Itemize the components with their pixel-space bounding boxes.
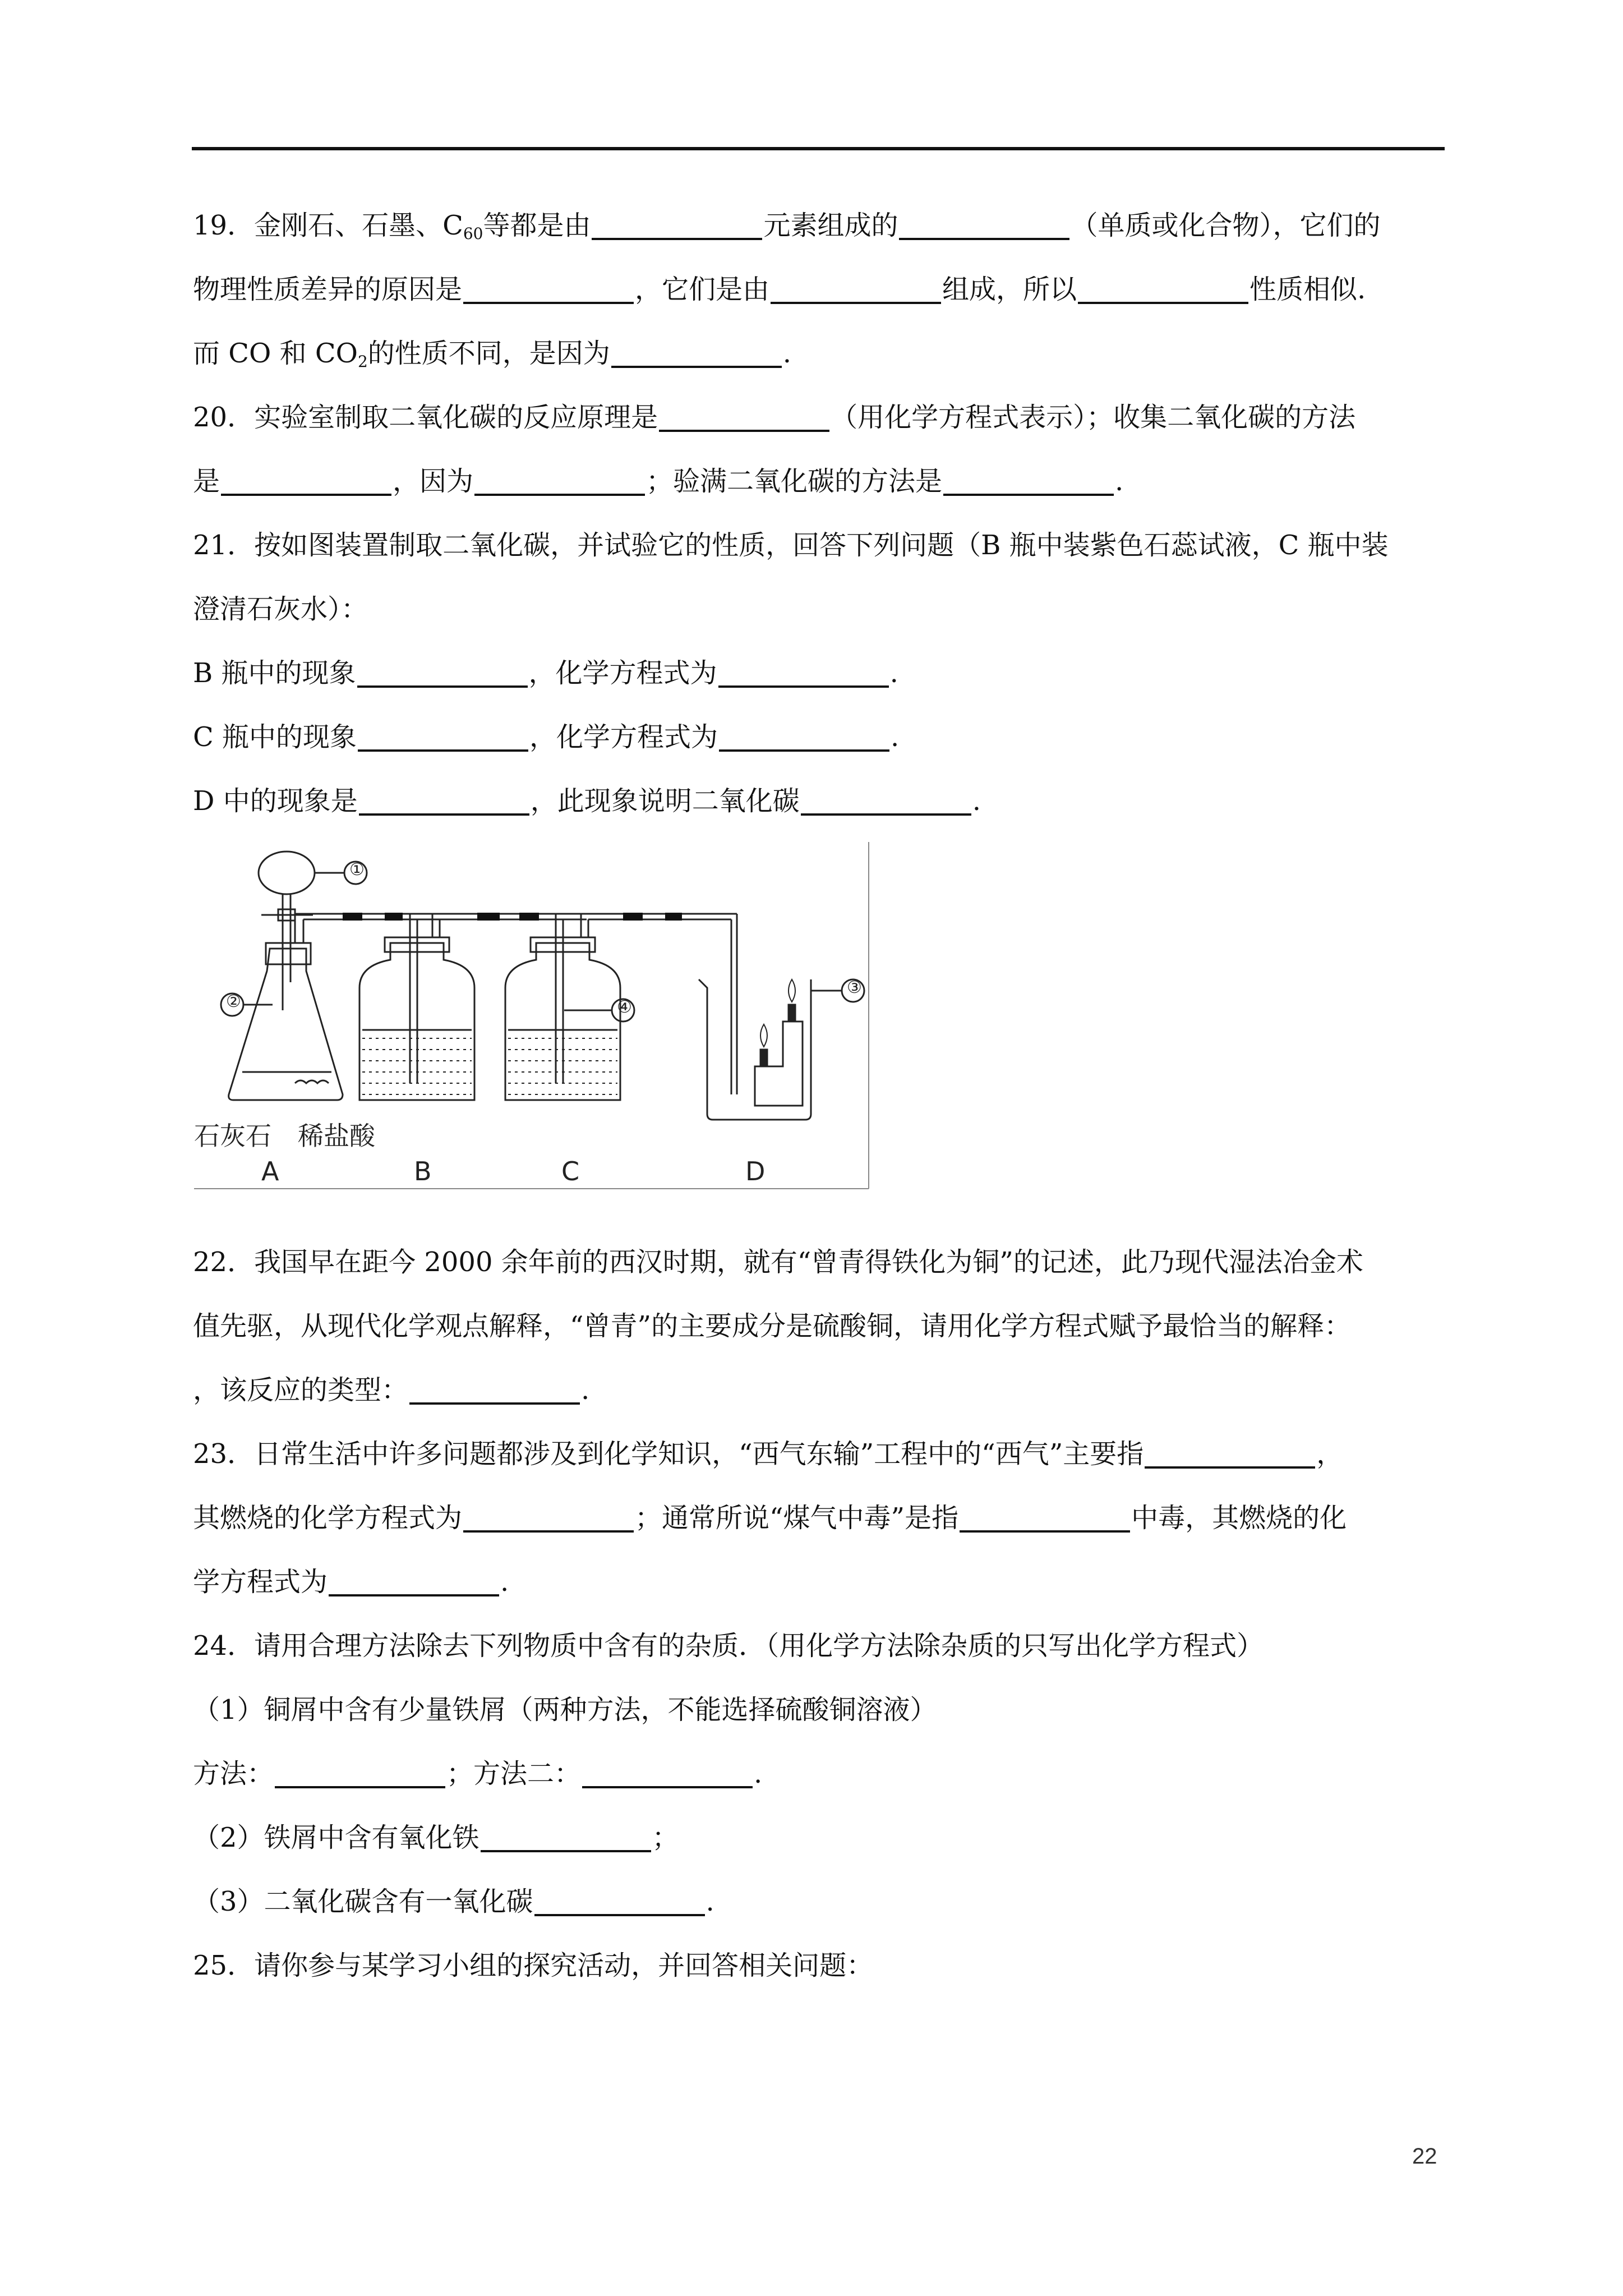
answer-blank[interactable] <box>943 464 1114 496</box>
answer-blank[interactable] <box>534 1885 705 1916</box>
apparatus-diagram <box>194 842 870 1190</box>
label-1: ① <box>349 860 365 880</box>
q21-d-line: D 中的现象是 ，此现象说明二氧化碳 . <box>193 785 981 817</box>
q20-line-1: 20．实验室制取二氧化碳的反应原理是 （用化学方程式表示）；收集二氧化碳的方法 <box>193 402 1356 433</box>
answer-blank[interactable] <box>463 1501 634 1533</box>
q20-line-2: 是 ，因为 ；验满二氧化碳的方法是 . <box>193 466 1124 497</box>
q21-c-line: C 瓶中的现象 ，化学方程式为 . <box>193 721 900 753</box>
answer-blank[interactable] <box>659 401 829 432</box>
apparatus-figure <box>194 842 870 1190</box>
answer-blank[interactable] <box>1145 1437 1315 1469</box>
answer-blank[interactable] <box>582 1757 753 1788</box>
q21-line-1: 21．按如图装置制取二氧化碳，并试验它的性质，回答下列问题（B 瓶中装紫色石蕊试液，C 瓶中装 <box>193 530 1389 561</box>
answer-blank[interactable] <box>899 209 1069 240</box>
question-content <box>193 194 1444 1998</box>
page-number: 22 <box>1412 2144 1437 2169</box>
q24-line-3: 方法： ；方法二： . <box>193 1758 763 1789</box>
answer-blank[interactable] <box>409 1373 580 1405</box>
answer-blank[interactable] <box>1078 273 1248 304</box>
answer-blank[interactable] <box>221 464 391 496</box>
answer-blank[interactable] <box>592 209 762 240</box>
answer-blank[interactable] <box>359 784 529 816</box>
q21-b-line: B 瓶中的现象 ，化学方程式为 . <box>193 657 898 689</box>
q24-line-2: （1）铜屑中含有少量铁屑（两种方法，不能选择硫酸铜溶液） <box>193 1694 937 1726</box>
label-c: C <box>561 1156 580 1186</box>
q22-line-3: ，该反应的类型： . <box>193 1374 590 1406</box>
q25-line-1: 25．请你参与某学习小组的探究活动，并回答相关问题： <box>193 1950 874 1981</box>
q24-line-4: （2）铁屑中含有氧化铁 ； <box>193 1822 679 1853</box>
q19-line-3: 而 CO 和 $CO_2$的性质不同，是因为 . <box>193 338 792 371</box>
label-a: A <box>261 1156 279 1186</box>
answer-blank[interactable] <box>463 273 634 304</box>
answer-blank[interactable] <box>357 656 528 688</box>
answer-blank[interactable] <box>329 1565 499 1596</box>
answer-blank[interactable] <box>275 1757 445 1788</box>
answer-blank[interactable] <box>960 1501 1130 1533</box>
q23-line-1: 23．日常生活中许多问题都涉及到化学知识，“西气东输”工程中的“西气”主要指 ， <box>193 1438 1344 1470</box>
answer-blank[interactable] <box>801 784 971 816</box>
answer-blank[interactable] <box>719 720 889 752</box>
answer-blank[interactable] <box>481 1821 651 1852</box>
answer-blank[interactable] <box>474 464 645 496</box>
caption-hcl: 稀盐酸 <box>298 1121 375 1151</box>
q22-line-2: 值先驱，从现代化学观点解释，“曾青”的主要成分是硫酸铜，请用化学方程式赋予最恰当的解释： <box>193 1310 1352 1342</box>
q19-line-1: 19．金刚石、石墨、$C_{60}$等都是由 元素组成的 （单质或化合物），它们的 <box>193 210 1381 243</box>
caption-limestone: 石灰石 <box>194 1121 271 1151</box>
header-rule <box>192 147 1445 150</box>
q23-line-3: 学方程式为 . <box>193 1566 509 1598</box>
label-2: ② <box>226 992 241 1011</box>
q21-line-2: 澄清石灰水）： <box>193 593 368 625</box>
label-b: B <box>414 1156 432 1186</box>
answer-blank[interactable] <box>718 656 889 688</box>
q19-line-2: 物理性质差异的原因是 ，它们是由 组成，所以 性质相似. <box>193 274 1366 305</box>
label-3: ③ <box>847 978 862 997</box>
answer-blank[interactable] <box>358 720 528 752</box>
q24-line-1: 24．请用合理方法除去下列物质中含有的杂质．（用化学方法除杂质的只写出化学方程式） <box>193 1630 1264 1662</box>
label-d: D <box>745 1156 766 1186</box>
q22-line-1: 22．我国早在距今 2000 余年前的西汉时期，就有“曾青得铁化为铜”的记述，此乃现代湿法冶金术 <box>193 1246 1363 1278</box>
answer-blank[interactable] <box>611 337 782 368</box>
q23-line-2: 其燃烧的化学方程式为 ；通常所说“煤气中毒”是指 中毒，其燃烧的化 <box>193 1502 1347 1534</box>
answer-blank[interactable] <box>771 273 941 304</box>
q24-line-5: （3）二氧化碳含有一氧化碳 . <box>193 1886 714 1917</box>
label-4: ④ <box>617 997 632 1017</box>
